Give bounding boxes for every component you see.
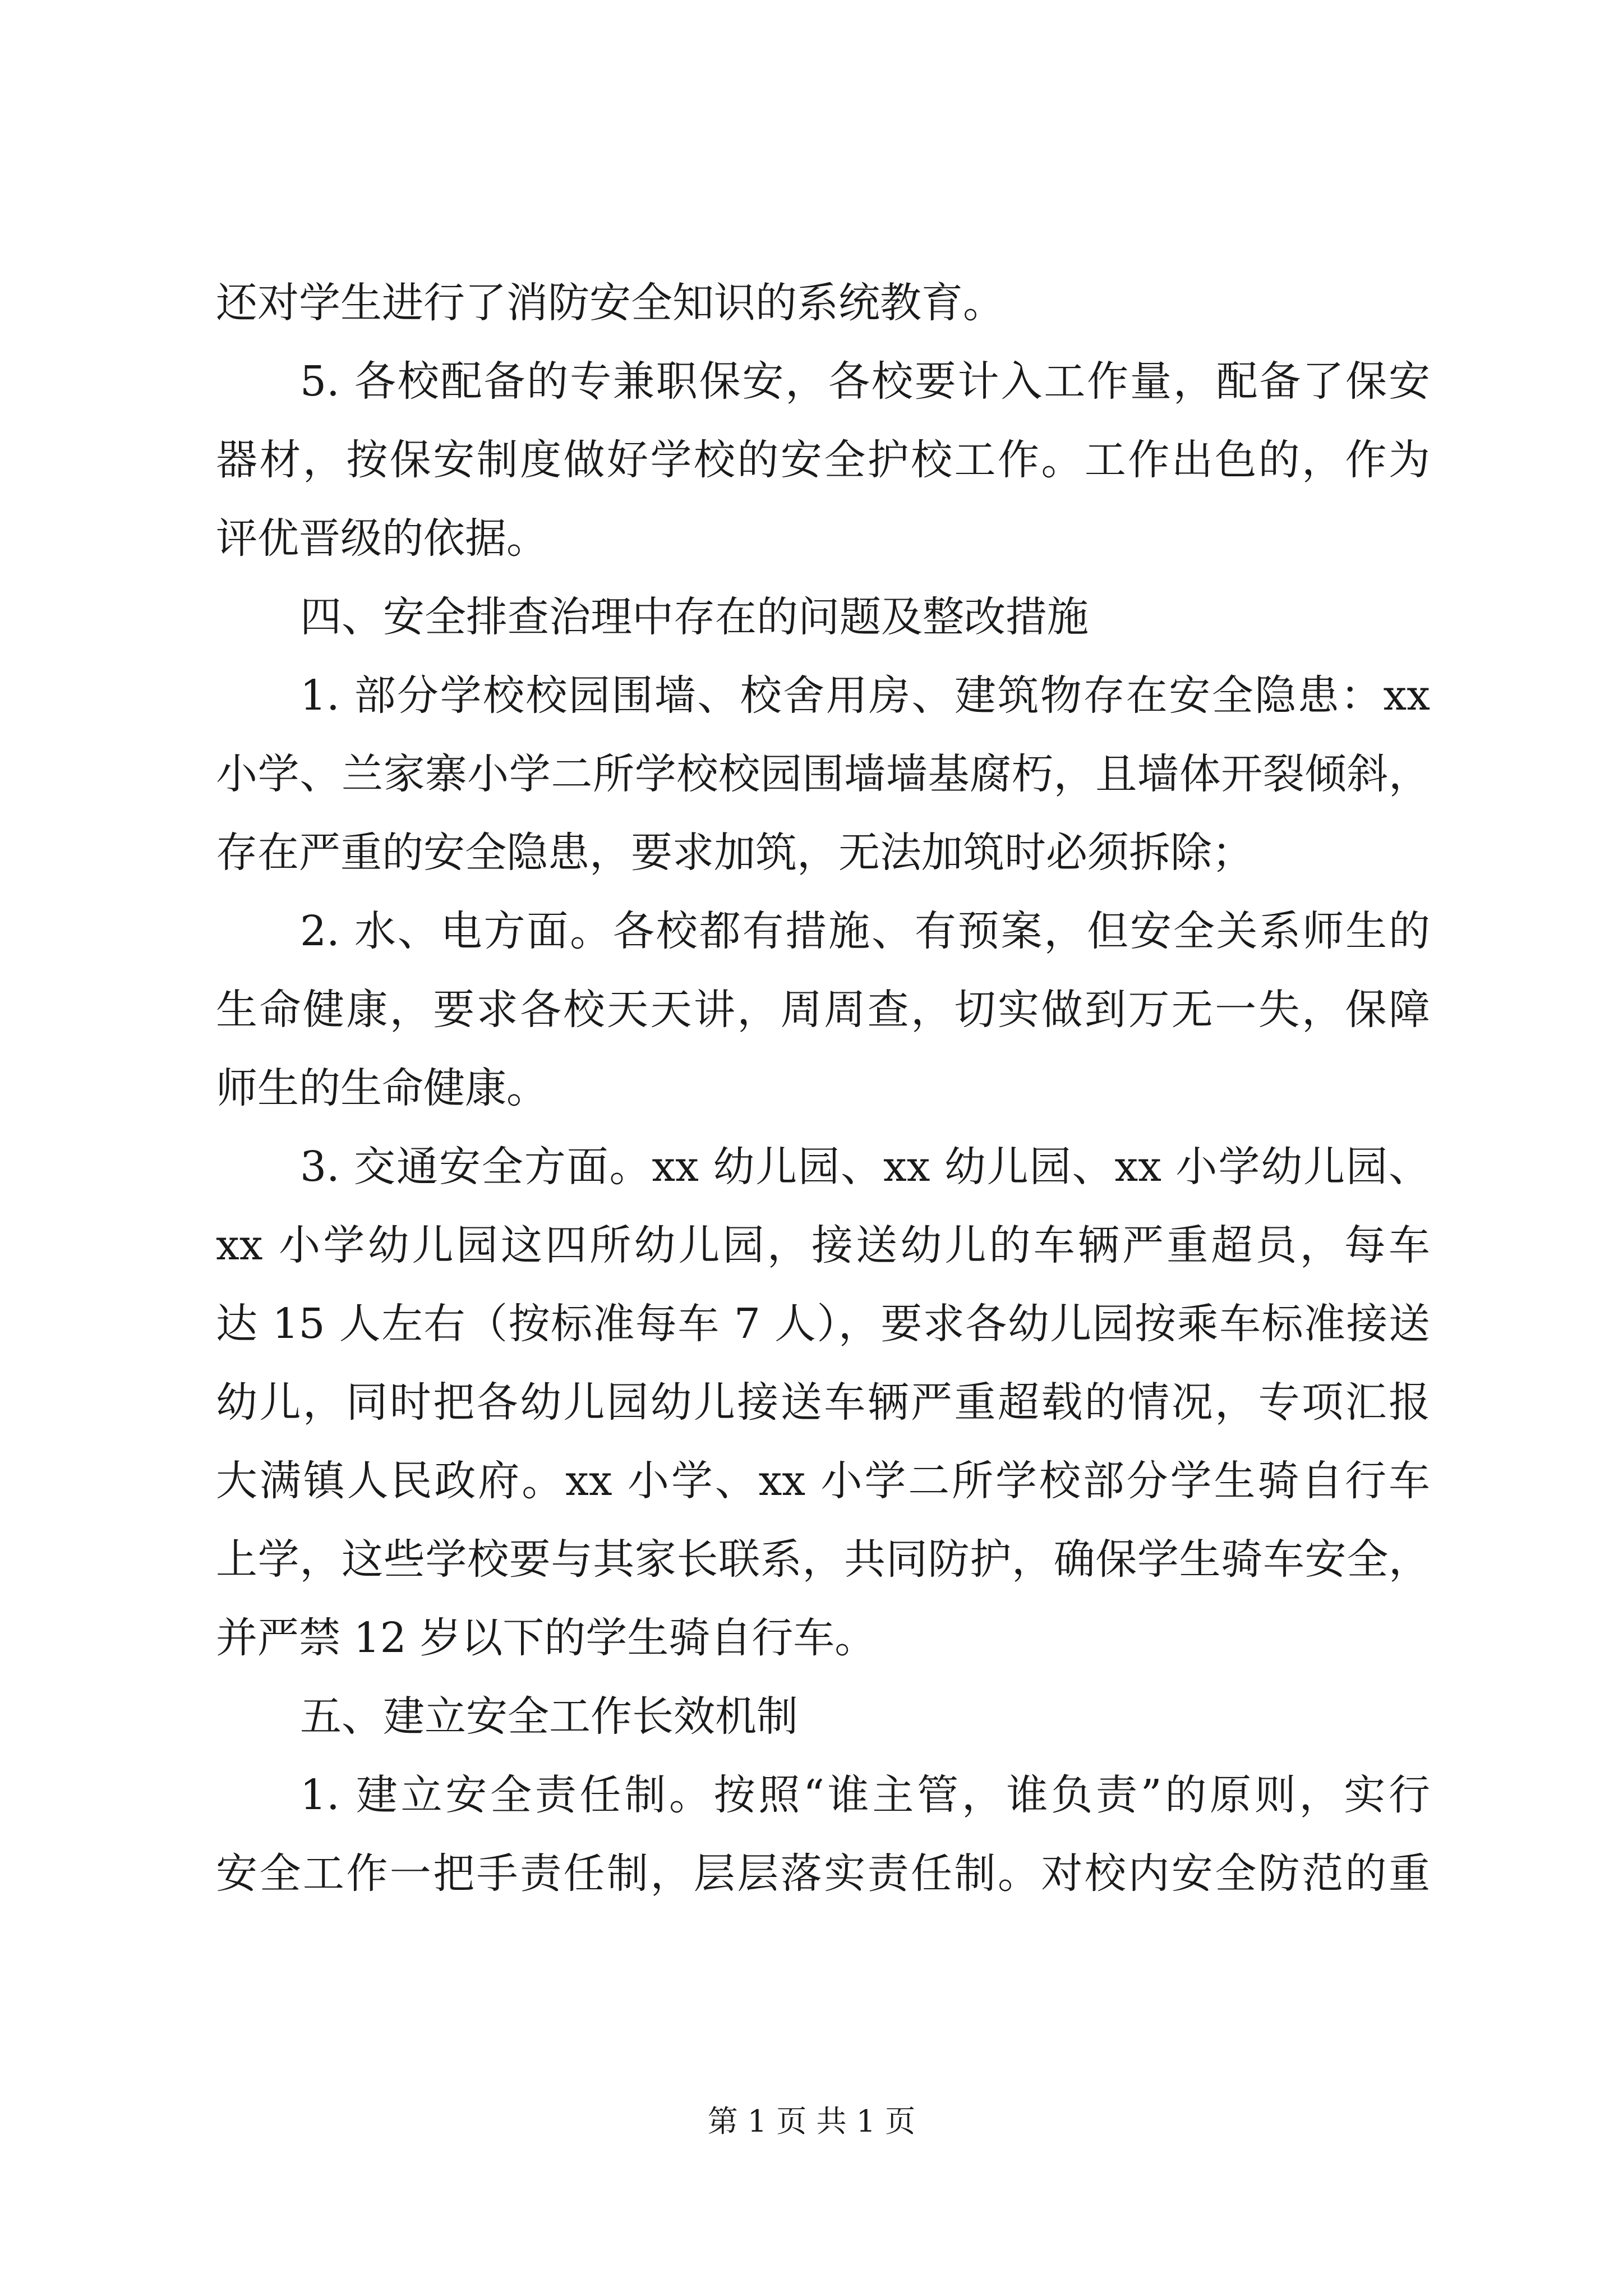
text-line: 存在严重的安全隐患，要求加筑，无法加筑时必须拆除； xyxy=(216,829,1253,877)
text-line: 器材，按保安制度做好学校的安全护校工作。工作出色的，作为 xyxy=(216,436,1430,484)
text-line: 师生的生命健康。 xyxy=(216,1064,548,1112)
text-line: 上学，这些学校要与其家长联系，共同防护，确保学生骑车安全， xyxy=(216,1535,1430,1584)
section-heading: 五、建立安全工作长效机制 xyxy=(300,1692,798,1741)
text-line: 小学、兰家寨小学二所学校校园围墙墙基腐朽，且墙体开裂倾斜， xyxy=(216,750,1430,798)
text-line: 生命健康，要求各校天天讲，周周查，切实做到万无一失，保障 xyxy=(216,986,1430,1034)
page-footer: 第 1 页 共 1 页 xyxy=(707,2104,916,2139)
text-line: 3. 交通安全方面。xx 幼儿园、xx 幼儿园、xx 小学幼儿园、 xyxy=(300,1143,1430,1191)
text-line: 评优晋级的依据。 xyxy=(216,514,548,563)
text-line: 还对学生进行了消防安全知识的系统教育。 xyxy=(216,279,1004,327)
text-line: 1. 建立安全责任制。按照“谁主管，谁负责”的原则，实行 xyxy=(300,1771,1430,1819)
text-line: 安全工作一把手责任制，层层落实责任制。对校内安全防范的重 xyxy=(216,1849,1430,1898)
text-line: 1. 部分学校校园围墙、校舍用房、建筑物存在安全隐患：xx xyxy=(300,671,1430,720)
text-line: 2. 水、电方面。各校都有措施、有预案，但安全关系师生的 xyxy=(300,907,1430,955)
text-line: 幼儿，同时把各幼儿园幼儿接送车辆严重超载的情况，专项汇报 xyxy=(216,1378,1430,1427)
text-line: 达 15 人左右（按标准每车 7 人），要求各幼儿园按乘车标准接送 xyxy=(216,1300,1430,1348)
section-heading: 四、安全排查治理中存在的问题及整改措施 xyxy=(300,593,1089,641)
text-line: 5. 各校配备的专兼职保安，各校要计入工作量，配备了保安 xyxy=(300,357,1430,406)
text-line: xx 小学幼儿园这四所幼儿园，接送幼儿的车辆严重超员，每车 xyxy=(216,1221,1430,1269)
text-line: 大满镇人民政府。xx 小学、xx 小学二所学校部分学生骑自行车 xyxy=(216,1457,1430,1505)
text-line: 并严禁 12 岁以下的学生骑自行车。 xyxy=(216,1614,877,1662)
